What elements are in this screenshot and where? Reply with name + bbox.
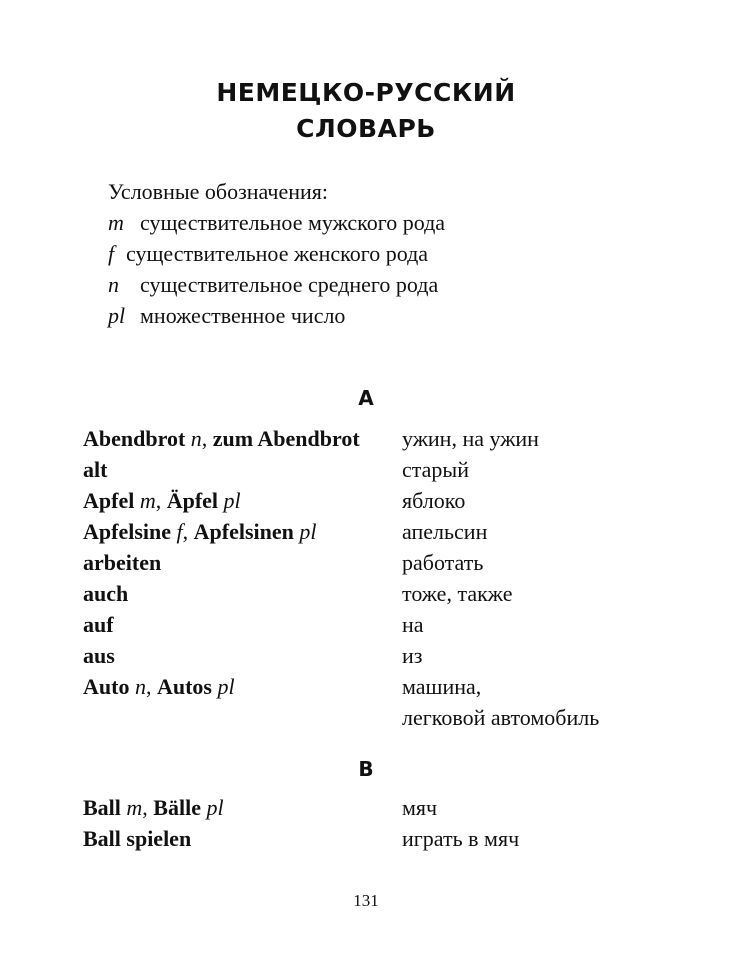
legend-text: существительное женского рода: [126, 241, 429, 266]
russian-translation-continued: легковой автомобиль: [402, 705, 600, 730]
headword: Ball: [83, 795, 121, 820]
separator: ,: [155, 488, 167, 513]
headword: auch: [83, 581, 129, 606]
russian-translation: старый: [402, 457, 469, 482]
russian-translation: мяч: [402, 795, 438, 820]
page-title-line-1: НЕМЕЦКО-РУССКИЙ: [216, 78, 516, 107]
headword: Abendbrot: [83, 426, 186, 451]
german-headword: [83, 609, 114, 640]
russian-translation: из: [402, 643, 423, 668]
separator: ,: [142, 795, 154, 820]
russian-translation: яблоко: [402, 488, 466, 513]
legend-abbr: n: [108, 272, 119, 297]
headword: arbeiten: [83, 550, 162, 575]
legend-text: множественное число: [140, 303, 346, 328]
german-headword: [83, 578, 128, 609]
legend-item-m: [108, 207, 445, 238]
legend-abbr: f: [108, 241, 115, 266]
german-headword: [83, 792, 224, 823]
grammar-mark: pl: [293, 519, 317, 544]
russian-translation: играть в мяч: [402, 826, 520, 851]
page-title-line-2: СЛОВАРЬ: [296, 114, 436, 143]
headword: alt: [83, 457, 108, 482]
grammar-mark: m: [134, 488, 156, 513]
german-headword: [83, 547, 161, 578]
german-headword: [83, 516, 317, 547]
page-number: 131: [353, 891, 379, 910]
german-headword: [83, 671, 235, 702]
german-headword: [83, 423, 360, 454]
grammar-mark: pl: [218, 488, 241, 513]
russian-translation: тоже, также: [402, 581, 513, 606]
headword-form: Äpfel: [166, 488, 219, 513]
russian-translation: на: [402, 612, 424, 637]
legend-text: существительное среднего рода: [140, 272, 439, 297]
grammar-mark: m: [120, 795, 143, 820]
headword: Apfelsine: [83, 519, 171, 544]
separator: ,: [201, 426, 213, 451]
separator: ,: [182, 519, 194, 544]
headword: Auto: [83, 674, 130, 699]
german-headword: [83, 640, 115, 671]
grammar-mark: n: [185, 426, 202, 451]
grammar-mark: f: [171, 519, 183, 544]
grammar-mark: pl: [200, 795, 224, 820]
russian-translation: машина,: [402, 674, 482, 699]
headword-form: zum Abendbrot: [212, 426, 360, 451]
section-letter-b: B: [358, 757, 374, 781]
russian-translation: работать: [402, 550, 484, 575]
legend-item-pl: [108, 300, 445, 331]
headword-form: Bälle: [153, 795, 201, 820]
legend-item-n: [108, 269, 445, 300]
legend-heading: Условные обозначения:: [108, 179, 329, 204]
abbreviation-legend: [108, 176, 445, 331]
russian-translation: апельсин: [402, 519, 488, 544]
headword-form: Autos: [156, 674, 212, 699]
legend-abbr: pl: [108, 303, 126, 328]
headword: auf: [83, 612, 114, 637]
headword: aus: [83, 643, 115, 668]
grammar-mark: pl: [211, 674, 235, 699]
grammar-mark: n: [129, 674, 146, 699]
legend-abbr: m: [108, 210, 124, 235]
headword-form: Apfelsinen: [193, 519, 294, 544]
german-headword: [83, 485, 241, 516]
legend-text: существительное мужского рода: [140, 210, 446, 235]
legend-item-f: [108, 238, 445, 269]
headword: Apfel: [83, 488, 135, 513]
russian-translation: ужин, на ужин: [402, 426, 539, 451]
headword: Ball spielen: [83, 826, 192, 851]
section-letter-a: A: [358, 386, 374, 410]
german-headword: [83, 454, 107, 485]
separator: ,: [145, 674, 157, 699]
german-headword: [83, 823, 191, 854]
